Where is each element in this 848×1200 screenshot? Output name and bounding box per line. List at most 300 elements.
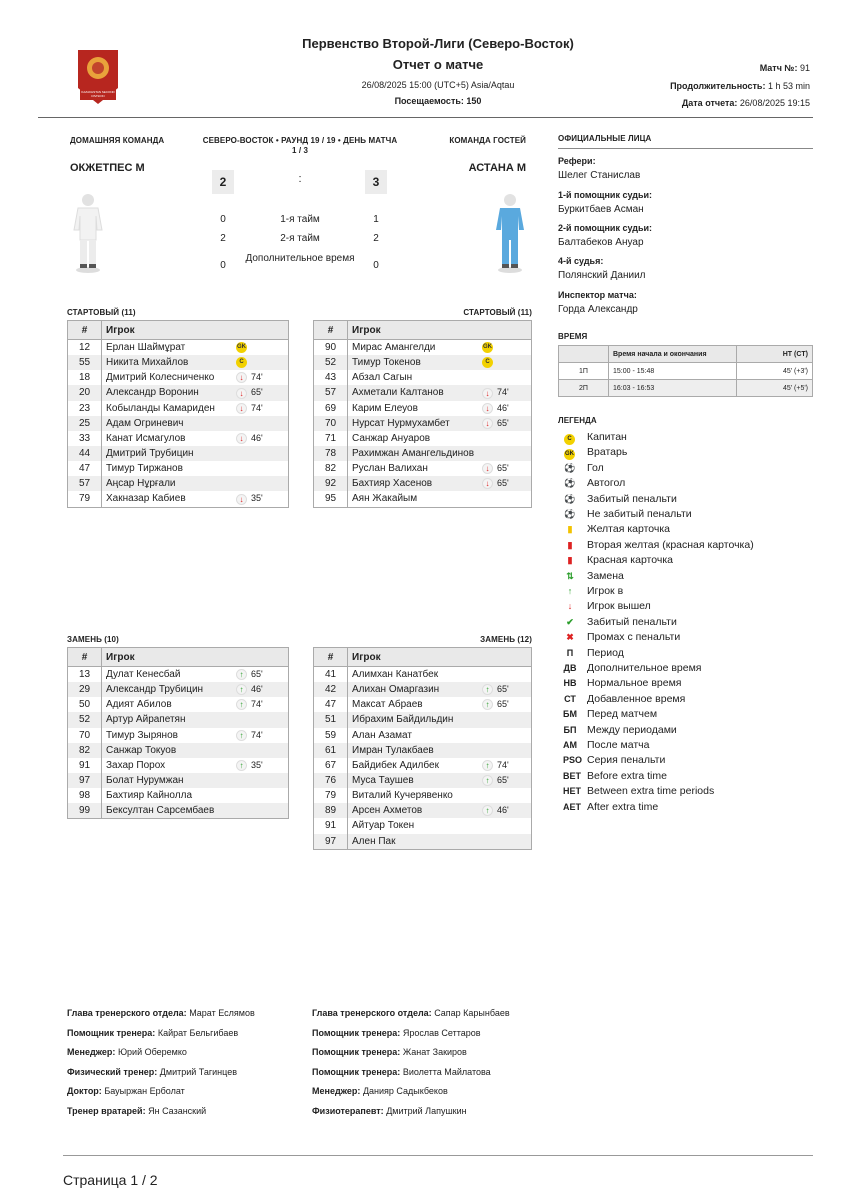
legend-item bbox=[563, 707, 657, 722]
sub-minute: 46' bbox=[251, 684, 263, 695]
sub-minute: 65' bbox=[497, 684, 509, 695]
table-row bbox=[314, 476, 532, 491]
player-number: 47 bbox=[68, 461, 102, 476]
match-number: Матч №: 91 bbox=[759, 63, 810, 73]
player-event bbox=[236, 371, 263, 384]
sub-minute: 65' bbox=[251, 387, 263, 398]
player-cell bbox=[102, 370, 289, 385]
staff-name: Жанат Закиров bbox=[402, 1047, 467, 1058]
table-row bbox=[314, 712, 532, 727]
player-number: 51 bbox=[314, 712, 348, 727]
official-name: Шелег Станислав bbox=[558, 170, 641, 181]
player-number: 57 bbox=[314, 385, 348, 400]
player-number: 57 bbox=[68, 476, 102, 491]
legend-item bbox=[563, 476, 625, 491]
table-row bbox=[68, 773, 289, 788]
player-name: Имран Тулакбаев bbox=[352, 744, 434, 756]
sub-in-icon: ↑ bbox=[236, 730, 247, 741]
roster-header bbox=[68, 321, 289, 340]
legend-icon: П bbox=[566, 647, 574, 658]
legend-item bbox=[563, 553, 673, 568]
player-event bbox=[482, 356, 493, 369]
player-name: Абзал Сагын bbox=[352, 372, 413, 384]
round-sub: 1 / 3 bbox=[291, 146, 309, 155]
player-cell bbox=[348, 385, 532, 400]
player-number: 59 bbox=[314, 728, 348, 743]
time-period: 2П bbox=[559, 380, 609, 397]
player-number: 76 bbox=[314, 773, 348, 788]
player-cell bbox=[348, 818, 532, 833]
legend-icon: НВ bbox=[563, 678, 577, 689]
legend-label: Желтая карточка bbox=[587, 523, 671, 536]
player-event bbox=[482, 417, 509, 430]
legend-icon: ⚽ bbox=[564, 478, 576, 489]
roster-header bbox=[68, 648, 289, 667]
legend-icon: ⚽ bbox=[564, 462, 576, 473]
legend-label: Забитый пенальти bbox=[587, 492, 677, 505]
player-number: 97 bbox=[68, 773, 102, 788]
table-row bbox=[314, 667, 532, 683]
staff-role: Менеджер: bbox=[312, 1086, 361, 1097]
player-cell bbox=[102, 773, 289, 788]
time-row bbox=[559, 363, 813, 380]
legend-label: Не забитый пенальти bbox=[587, 508, 692, 520]
player-event bbox=[236, 729, 263, 742]
sub-minute: 46' bbox=[497, 805, 509, 816]
time-header-row bbox=[559, 346, 813, 363]
legend-icon: ⚽ bbox=[564, 493, 576, 504]
staff-entry bbox=[67, 1047, 187, 1057]
sub-minute: 74' bbox=[497, 759, 509, 770]
time-ht: 45' (+5') bbox=[737, 380, 813, 397]
legend-label: After extra time bbox=[587, 800, 659, 813]
player-cell bbox=[102, 667, 289, 683]
legend-label: Дополнительное время bbox=[587, 662, 702, 674]
staff-entry bbox=[67, 1106, 206, 1116]
player-cell bbox=[348, 697, 532, 712]
time-title: ВРЕМЯ bbox=[558, 332, 588, 341]
player-number: 78 bbox=[314, 446, 348, 461]
legend-item bbox=[563, 692, 685, 707]
table-row bbox=[68, 758, 289, 773]
player-event bbox=[236, 759, 263, 772]
player-event bbox=[482, 386, 509, 399]
legend-icon: GK bbox=[564, 449, 575, 460]
staff-name: Юрий Оберемко bbox=[117, 1047, 187, 1058]
official-role: 1-й помощник судьи: bbox=[558, 190, 653, 200]
table-row bbox=[68, 461, 289, 476]
official-role: Рефери: bbox=[558, 156, 596, 166]
legend-item bbox=[563, 753, 665, 768]
player-name: Кобыланды Камариден bbox=[106, 402, 215, 414]
home-subs-title: ЗАМЕНЬ (10) bbox=[67, 635, 119, 644]
player-cell bbox=[102, 697, 289, 712]
player-cell bbox=[348, 446, 532, 461]
legend-label: Между периодами bbox=[587, 723, 677, 736]
sub-minute: 65' bbox=[497, 463, 509, 474]
player-number: 67 bbox=[314, 758, 348, 773]
table-row bbox=[68, 788, 289, 803]
staff-entry bbox=[67, 1028, 238, 1038]
player-name: Рахимжан Амангельдинов bbox=[352, 447, 475, 459]
table-row bbox=[68, 385, 289, 400]
player-name: Ерлан Шаймұрат bbox=[106, 342, 186, 353]
table-row bbox=[314, 416, 532, 431]
player-name: Байдибек Адилбек bbox=[352, 759, 439, 771]
time-range: 16:03 - 16:53 bbox=[609, 380, 737, 397]
away-subs-title: ЗАМЕНЬ (12) bbox=[480, 635, 532, 644]
away-starting-table bbox=[313, 320, 532, 508]
player-event bbox=[482, 477, 509, 490]
sub-minute: 74' bbox=[251, 372, 263, 383]
staff-role: Глава тренерского отдела: bbox=[67, 1008, 187, 1018]
league-logo bbox=[74, 48, 122, 106]
col-num: # bbox=[314, 321, 348, 340]
roster-header bbox=[314, 648, 532, 667]
table-row bbox=[68, 491, 289, 507]
legend-label: Гол bbox=[587, 461, 604, 474]
staff-role: Тренер вратарей: bbox=[67, 1106, 146, 1116]
official-name: Полянский Даниил bbox=[558, 270, 646, 281]
staff-role: Физиотерапевт: bbox=[312, 1106, 384, 1116]
time-col-period bbox=[559, 346, 609, 363]
table-row bbox=[68, 803, 289, 819]
legend-label: Before extra time bbox=[587, 769, 667, 782]
legend-item bbox=[563, 676, 681, 691]
player-number: 99 bbox=[68, 803, 102, 819]
col-player: Игрок bbox=[102, 321, 289, 340]
official-name: Буркитбаев Асман bbox=[558, 204, 644, 215]
legend-label: Перед матчем bbox=[587, 708, 658, 721]
legend-item bbox=[563, 461, 604, 476]
sub-minute: 65' bbox=[497, 774, 509, 785]
home-kit-icon bbox=[70, 190, 106, 279]
table-row bbox=[68, 712, 289, 727]
player-name: Руслан Валихан bbox=[352, 463, 428, 475]
player-cell bbox=[348, 355, 532, 370]
sub-minute: 46' bbox=[251, 432, 263, 443]
player-cell bbox=[348, 431, 532, 446]
player-cell bbox=[102, 803, 289, 819]
sub-out-icon: ↓ bbox=[482, 418, 493, 429]
table-row bbox=[314, 431, 532, 446]
player-number: 79 bbox=[68, 491, 102, 507]
player-name: Ахметали Калтанов bbox=[352, 387, 444, 399]
legend-title: ЛЕГЕНДА bbox=[558, 416, 597, 425]
player-cell bbox=[102, 788, 289, 803]
player-cell bbox=[102, 728, 289, 743]
player-number: 13 bbox=[68, 667, 102, 683]
table-row bbox=[68, 431, 289, 446]
player-name: Мирас Амангелди bbox=[352, 342, 436, 353]
player-name: Бахтияр Хасенов bbox=[352, 478, 433, 490]
player-name: Аңсар Нұрғали bbox=[106, 478, 176, 490]
player-cell bbox=[102, 355, 289, 370]
table-row bbox=[68, 682, 289, 697]
player-cell bbox=[348, 370, 532, 385]
report-date: Дата отчета: 26/08/2025 19:15 bbox=[681, 98, 810, 108]
table-row bbox=[68, 476, 289, 491]
period-label: 2-я тайм bbox=[280, 233, 320, 244]
player-event bbox=[482, 698, 509, 711]
player-number: 33 bbox=[68, 431, 102, 446]
col-player: Игрок bbox=[348, 321, 532, 340]
player-name: Тимур Токенов bbox=[352, 357, 421, 369]
player-cell bbox=[348, 728, 532, 743]
staff-entry bbox=[312, 1028, 481, 1038]
legend-icon: БМ bbox=[563, 709, 577, 720]
staff-role: Менеджер: bbox=[67, 1047, 116, 1058]
player-name: Арсен Ахметов bbox=[352, 805, 423, 817]
sub-out-icon: ↓ bbox=[482, 478, 493, 489]
staff-name: Кайрат Бельгибаев bbox=[157, 1027, 239, 1038]
legend-icon: PSO bbox=[563, 755, 583, 766]
sub-minute: 74' bbox=[251, 402, 263, 413]
player-name: Бахтияр Кайнолла bbox=[106, 790, 193, 802]
table-row bbox=[314, 728, 532, 743]
player-event bbox=[236, 386, 263, 399]
player-number: 42 bbox=[314, 682, 348, 697]
table-row bbox=[314, 340, 532, 356]
report-title: Отчет о матче bbox=[392, 57, 484, 72]
player-name: Александр Воронин bbox=[106, 387, 199, 399]
away-team-name: АСТАНА М bbox=[468, 162, 526, 174]
sub-in-icon: ↑ bbox=[236, 699, 247, 710]
home-starting-table bbox=[67, 320, 289, 508]
player-number: 25 bbox=[68, 416, 102, 431]
player-number: 70 bbox=[314, 416, 348, 431]
home-starting-title: СТАРТОВЫЙ (11) bbox=[67, 308, 136, 317]
staff-name: Виолетта Майлатова bbox=[402, 1066, 491, 1077]
player-number: 50 bbox=[68, 697, 102, 712]
legend-icon: ⇅ bbox=[566, 570, 574, 581]
player-cell bbox=[102, 476, 289, 491]
legend-icon: ▮ bbox=[567, 555, 573, 566]
legend-item bbox=[563, 445, 627, 460]
page-number: Страница 1 / 2 bbox=[63, 1172, 158, 1188]
legend-label: Капитан bbox=[587, 431, 627, 443]
period-home: 0 bbox=[220, 260, 226, 271]
table-row bbox=[314, 446, 532, 461]
sub-in-icon: ↑ bbox=[482, 805, 493, 816]
time-col-ht: HT (CT) bbox=[737, 346, 813, 363]
legend-icon: ⚽ bbox=[564, 509, 576, 519]
player-number: 41 bbox=[314, 667, 348, 683]
player-number: 18 bbox=[68, 370, 102, 385]
staff-role: Глава тренерского отдела: bbox=[312, 1008, 432, 1018]
player-name: Никита Михайлов bbox=[106, 357, 189, 369]
attendance: Посещаемость: 150 bbox=[394, 96, 482, 106]
player-cell bbox=[348, 476, 532, 491]
staff-name: Дмитрий Лапушкин bbox=[386, 1106, 467, 1116]
period-away: 1 bbox=[373, 214, 379, 225]
officials-title: ОФИЦИАЛЬНЫЕ ЛИЦА bbox=[558, 134, 652, 143]
staff-name: Дмитрий Тагинцев bbox=[159, 1066, 237, 1077]
legend-icon: ✔ bbox=[566, 616, 574, 627]
player-name: Санжар Токуов bbox=[106, 744, 177, 756]
col-player: Игрок bbox=[348, 648, 532, 667]
staff-role: Помощник тренера: bbox=[312, 1047, 401, 1058]
player-number: 82 bbox=[314, 461, 348, 476]
player-name: Дулат Кенесбай bbox=[106, 669, 181, 680]
goalkeeper-badge: GK bbox=[482, 342, 493, 353]
table-row bbox=[314, 758, 532, 773]
round-info: СЕВЕРО-ВОСТОК • РАУНД 19 / 19 • ДЕНЬ МАТЧА bbox=[202, 136, 398, 145]
player-name: Максат Абраев bbox=[352, 699, 423, 711]
table-row bbox=[314, 818, 532, 833]
legend-item bbox=[563, 800, 658, 815]
player-number: 61 bbox=[314, 743, 348, 758]
player-number: 52 bbox=[68, 712, 102, 727]
staff-name: Ян Сазанский bbox=[148, 1106, 207, 1116]
legend-item bbox=[563, 646, 624, 661]
home-subs-table bbox=[67, 647, 289, 819]
legend-item bbox=[563, 769, 667, 784]
table-row bbox=[68, 667, 289, 683]
table-row bbox=[314, 773, 532, 788]
legend-item bbox=[563, 738, 649, 753]
table-row bbox=[314, 743, 532, 758]
legend-label: Игрок в bbox=[587, 585, 624, 597]
legend-item bbox=[563, 522, 670, 537]
legend-item bbox=[563, 584, 623, 599]
sub-minute: 35' bbox=[251, 493, 263, 504]
legend-item bbox=[563, 492, 677, 507]
legend-icon: ▮ bbox=[567, 524, 573, 535]
player-name: Виталий Кучерявенко bbox=[352, 790, 453, 802]
player-number: 79 bbox=[314, 788, 348, 803]
player-name: Тимур Зырянов bbox=[106, 729, 178, 741]
captain-badge: C bbox=[236, 357, 247, 368]
legend-label: Нормальное время bbox=[587, 677, 682, 690]
player-event bbox=[482, 402, 509, 415]
player-event bbox=[236, 698, 263, 711]
table-row bbox=[68, 401, 289, 416]
away-subs-table bbox=[313, 647, 532, 850]
legend-item bbox=[563, 507, 692, 522]
sub-minute: 46' bbox=[497, 402, 509, 413]
player-cell bbox=[102, 401, 289, 416]
header-divider bbox=[38, 117, 813, 118]
table-row bbox=[68, 728, 289, 743]
player-event bbox=[482, 683, 509, 696]
table-row bbox=[314, 491, 532, 507]
player-cell bbox=[348, 788, 532, 803]
player-cell bbox=[348, 667, 532, 683]
col-num: # bbox=[68, 648, 102, 667]
player-name: Бексултан Сарсембаев bbox=[106, 805, 215, 817]
sub-in-icon: ↑ bbox=[236, 760, 247, 771]
staff-role: Помощник тренера: bbox=[67, 1027, 156, 1038]
player-name: Алан Азамат bbox=[352, 729, 412, 741]
footer-divider bbox=[63, 1155, 813, 1156]
player-event bbox=[482, 462, 509, 475]
legend-icon: ✖ bbox=[566, 632, 574, 643]
sub-in-icon: ↑ bbox=[482, 699, 493, 710]
player-name: Артур Айрапетян bbox=[106, 714, 186, 726]
legend-item bbox=[563, 615, 677, 630]
staff-entry bbox=[312, 1067, 491, 1077]
player-name: Алихан Омаргазин bbox=[352, 684, 440, 696]
player-name: Адият Абилов bbox=[106, 699, 172, 711]
sub-out-icon: ↓ bbox=[236, 494, 247, 505]
official-role: Инспектор матча: bbox=[558, 290, 637, 300]
table-row bbox=[314, 682, 532, 697]
player-cell bbox=[102, 743, 289, 758]
staff-name: Марат Еслямов bbox=[189, 1008, 255, 1018]
legend-icon: C bbox=[564, 434, 575, 445]
player-number: 52 bbox=[314, 355, 348, 370]
player-event bbox=[236, 668, 263, 681]
sub-in-icon: ↑ bbox=[236, 684, 247, 695]
table-row bbox=[314, 788, 532, 803]
sub-minute: 35' bbox=[251, 759, 263, 770]
staff-role: Доктор: bbox=[67, 1086, 102, 1097]
player-cell bbox=[348, 682, 532, 697]
table-row bbox=[314, 355, 532, 370]
player-cell bbox=[102, 491, 289, 507]
legend-item bbox=[563, 569, 624, 584]
sub-in-icon: ↑ bbox=[236, 669, 247, 680]
time-range: 15:00 - 15:48 bbox=[609, 363, 737, 380]
player-cell bbox=[102, 682, 289, 697]
table-row bbox=[314, 401, 532, 416]
legend-label: После матча bbox=[587, 739, 650, 751]
away-team-label: КОМАНДА ГОСТЕЙ bbox=[449, 136, 526, 145]
period-home: 0 bbox=[220, 214, 226, 225]
sub-minute: 65' bbox=[497, 417, 509, 428]
legend-label: Игрок вышел bbox=[587, 600, 651, 613]
player-number: 23 bbox=[68, 401, 102, 416]
player-name: Айтуар Токен bbox=[352, 820, 415, 832]
time-col-range: Время начала и окончания bbox=[609, 346, 737, 363]
player-number: 90 bbox=[314, 340, 348, 356]
player-number: 12 bbox=[68, 340, 102, 356]
legend-item bbox=[563, 430, 627, 445]
legend-item bbox=[563, 784, 714, 799]
sub-in-icon: ↑ bbox=[482, 775, 493, 786]
player-cell bbox=[348, 416, 532, 431]
player-name: Ален Пак bbox=[352, 835, 396, 847]
legend-label: Промах с пенальти bbox=[587, 631, 681, 644]
staff-entry bbox=[312, 1106, 467, 1116]
staff-entry bbox=[67, 1067, 237, 1077]
player-event bbox=[482, 804, 509, 817]
col-num: # bbox=[68, 321, 102, 340]
time-table bbox=[558, 345, 813, 397]
player-name: Дмитрий Трубицин bbox=[106, 447, 194, 459]
home-team-name: ОКЖЕТПЕС М bbox=[70, 162, 145, 174]
sub-out-icon: ↓ bbox=[236, 372, 247, 383]
player-cell bbox=[102, 385, 289, 400]
legend-icon: ↑ bbox=[567, 586, 573, 596]
player-number: 44 bbox=[68, 446, 102, 461]
sub-out-icon: ↓ bbox=[482, 463, 493, 474]
player-name: Нурсат Нурмухамбет bbox=[352, 417, 450, 429]
player-number: 29 bbox=[68, 682, 102, 697]
player-name: Адам Огриневич bbox=[106, 417, 184, 429]
player-cell bbox=[102, 416, 289, 431]
table-row bbox=[68, 416, 289, 431]
legend-icon: HET bbox=[563, 786, 581, 797]
sub-minute: 74' bbox=[251, 699, 263, 710]
table-row bbox=[68, 446, 289, 461]
player-name: Болат Нурумжан bbox=[106, 774, 184, 786]
table-row bbox=[314, 461, 532, 476]
sub-minute: 65' bbox=[497, 478, 509, 489]
player-cell bbox=[348, 834, 532, 850]
legend-label: Серия пенальти bbox=[587, 754, 666, 767]
